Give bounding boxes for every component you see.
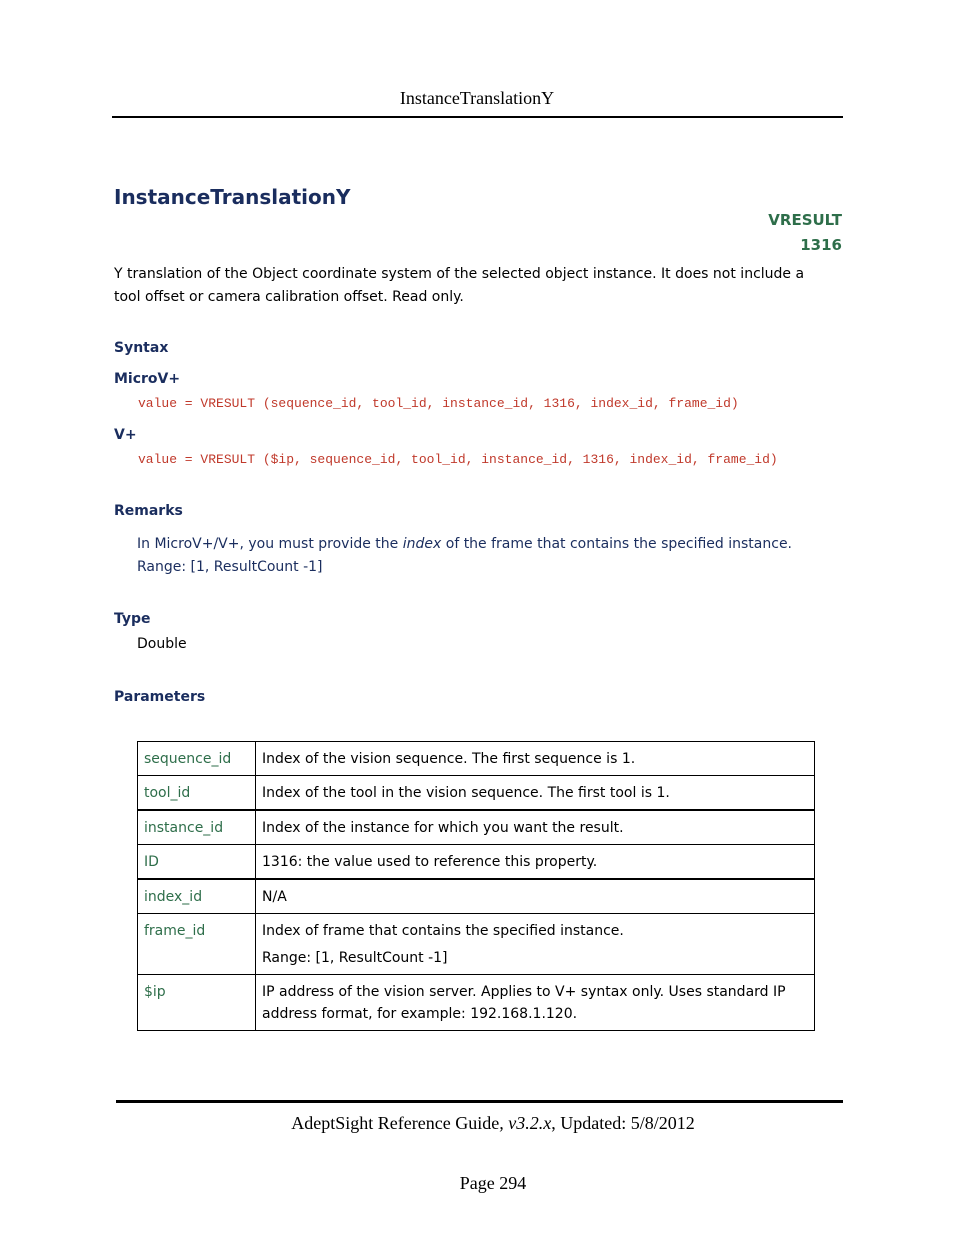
vresult-code: 1316 bbox=[800, 236, 842, 254]
table-row bbox=[138, 914, 815, 975]
param-description bbox=[256, 914, 815, 975]
description: Y translation of the Object coordinate system of the selected object instance. It does not include a tool offset or camera calibration offset. Read only. bbox=[114, 266, 805, 305]
param-name: frame_id bbox=[138, 914, 256, 975]
running-header: InstanceTranslationY bbox=[399, 88, 555, 108]
table-row bbox=[138, 975, 815, 1031]
syntax-heading: Syntax bbox=[114, 340, 169, 356]
remarks-text bbox=[137, 533, 837, 579]
table-row bbox=[138, 742, 815, 776]
microv-label: MicroV+ bbox=[114, 371, 181, 387]
page-number: Page 294 bbox=[459, 1173, 527, 1193]
param-name: instance_id bbox=[138, 810, 256, 845]
parameters-table bbox=[137, 741, 815, 1031]
param-description: Index of the tool in the vision sequence. The first tool is 1. bbox=[256, 776, 815, 811]
table-row bbox=[138, 810, 815, 845]
param-name: index_id bbox=[138, 879, 256, 914]
remarks-text-after: of the frame that contains the specified instance. Range: [1, ResultCount -1] bbox=[137, 536, 793, 575]
param-description: N/A bbox=[256, 879, 815, 914]
param-name: tool_id bbox=[138, 776, 256, 811]
param-name: sequence_id bbox=[138, 742, 256, 776]
footer-updated: , Updated: 5/8/2012 bbox=[551, 1113, 695, 1133]
footer-version: , v3.2.x bbox=[499, 1113, 552, 1133]
type-heading: Type bbox=[114, 611, 151, 627]
param-description-line: Range: [1, ResultCount -1] bbox=[262, 950, 448, 966]
footer-rule bbox=[116, 1100, 843, 1103]
table-row bbox=[138, 879, 815, 914]
vplus-label: V+ bbox=[114, 427, 137, 443]
param-description: Index of the vision sequence. The first sequence is 1. bbox=[256, 742, 815, 776]
table-row bbox=[138, 845, 815, 880]
type-value: Double bbox=[137, 636, 187, 652]
param-description: IP address of the vision server. Applies to V+ syntax only. Uses standard IP address format, for example: 192.168.1.120. bbox=[256, 975, 815, 1031]
param-description: Index of the instance for which you want the result. bbox=[256, 810, 815, 845]
remarks-heading: Remarks bbox=[114, 503, 183, 519]
table-row bbox=[138, 776, 815, 811]
microv-code: value = VRESULT (sequence_id, tool_id, instance_id, 1316, index_id, frame_id) bbox=[138, 396, 739, 411]
param-name: ID bbox=[138, 845, 256, 880]
page-title: InstanceTranslationY bbox=[114, 185, 351, 209]
parameters-heading: Parameters bbox=[114, 689, 206, 705]
footer-guide-name: AdeptSight Reference Guide bbox=[291, 1113, 500, 1133]
param-description: 1316: the value used to reference this property. bbox=[256, 845, 815, 880]
vplus-code: value = VRESULT ($ip, sequence_id, tool_id, instance_id, 1316, index_id, frame_id) bbox=[138, 452, 778, 467]
remarks-emphasis: index bbox=[402, 536, 442, 552]
param-name: $ip bbox=[138, 975, 256, 1031]
vresult-label: VRESULT bbox=[768, 211, 842, 229]
vresult-block bbox=[768, 208, 842, 258]
param-description-line: Index of frame that contains the specified instance. bbox=[262, 923, 624, 939]
header-rule bbox=[112, 116, 843, 118]
footer-line bbox=[0, 1113, 954, 1134]
remarks-text-before: In MicroV+/V+, you must provide the bbox=[137, 536, 403, 552]
